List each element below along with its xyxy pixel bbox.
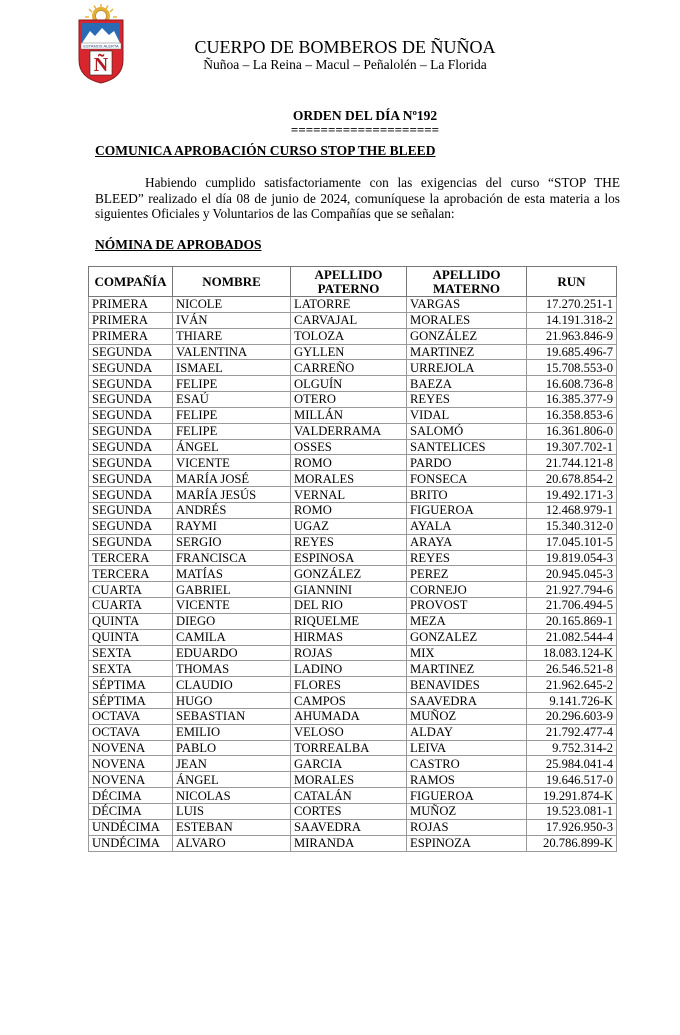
maternal-surname-cell: SANTELICES [407,439,527,455]
table-row [89,740,617,756]
maternal-surname-cell: ESPINOZA [407,835,527,851]
run-cell: 20.945.045-3 [527,566,617,582]
title-underline-rule: ==================== [290,122,440,137]
table-row [89,835,617,851]
run-cell: 19.819.054-3 [527,550,617,566]
run-cell: 12.468.979-1 [527,502,617,518]
name-cell: ISMAEL [173,360,291,376]
maternal-surname-cell: CORNEJO [407,582,527,598]
header-maternal-surname: APELLIDO MATERNO [407,267,527,297]
company-cell: SEGUNDA [89,392,173,408]
name-cell: FRANCISCA [173,550,291,566]
run-cell: 9.141.726-K [527,693,617,709]
company-cell: SEGUNDA [89,518,173,534]
maternal-surname-cell: REYES [407,550,527,566]
name-cell: SERGIO [173,534,291,550]
run-cell: 19.307.702-1 [527,439,617,455]
header-company: COMPAÑÍA [89,267,173,297]
company-cell: CUARTA [89,582,173,598]
paternal-surname-cell: VELOSO [291,724,407,740]
company-cell: SEGUNDA [89,376,173,392]
maternal-surname-cell: PROVOST [407,598,527,614]
header-paternal-surname: APELLIDO PATERNO [291,267,407,297]
name-cell: HUGO [173,693,291,709]
svg-text:ESTAMOS ALERTA: ESTAMOS ALERTA [83,43,119,49]
company-cell: NOVENA [89,756,173,772]
run-cell: 17.270.251-1 [527,297,617,313]
table-row [89,582,617,598]
company-cell: DÉCIMA [89,788,173,804]
run-cell: 15.708.553-0 [527,360,617,376]
table-row [89,804,617,820]
paternal-surname-cell: ESPINOSA [291,550,407,566]
maternal-surname-cell: MEZA [407,613,527,629]
paternal-surname-cell: CORTES [291,804,407,820]
paternal-surname-cell: MIRANDA [291,835,407,851]
company-cell: QUINTA [89,613,173,629]
company-cell: SEXTA [89,661,173,677]
table-row [89,312,617,328]
maternal-surname-cell: BENAVIDES [407,677,527,693]
run-cell: 19.685.496-7 [527,344,617,360]
table-row [89,566,617,582]
name-cell: NICOLAS [173,788,291,804]
table-row [89,502,617,518]
name-cell: ANDRÉS [173,502,291,518]
header-name: NOMBRE [173,267,291,297]
maternal-surname-cell: MARTINEZ [407,661,527,677]
table-row [89,297,617,313]
table-row [89,518,617,534]
run-cell: 19.523.081-1 [527,804,617,820]
name-cell: IVÁN [173,312,291,328]
paternal-surname-cell: TORREALBA [291,740,407,756]
table-row [89,693,617,709]
run-cell: 21.792.477-4 [527,724,617,740]
run-cell: 21.962.645-2 [527,677,617,693]
company-cell: SEXTA [89,645,173,661]
company-cell: SÉPTIMA [89,677,173,693]
name-cell: FELIPE [173,407,291,423]
company-cell: SEGUNDA [89,360,173,376]
paternal-surname-cell: CARREÑO [291,360,407,376]
maternal-surname-cell: CASTRO [407,756,527,772]
name-cell: MARÍA JESÚS [173,487,291,503]
paternal-surname-cell: GONZÁLEZ [291,566,407,582]
company-cell: UNDÉCIMA [89,819,173,835]
name-cell: DIEGO [173,613,291,629]
run-cell: 20.786.899-K [527,835,617,851]
maternal-surname-cell: MIX [407,645,527,661]
table-row [89,487,617,503]
maternal-surname-cell: RAMOS [407,772,527,788]
name-cell: PABLO [173,740,291,756]
maternal-surname-cell: FIGUEROA [407,502,527,518]
run-cell: 25.984.041-4 [527,756,617,772]
paternal-surname-cell: ROMO [291,502,407,518]
name-cell: CLAUDIO [173,677,291,693]
name-cell: FELIPE [173,423,291,439]
table-row [89,550,617,566]
table-row [89,788,617,804]
table-row [89,328,617,344]
paternal-surname-cell: UGAZ [291,518,407,534]
company-cell: NOVENA [89,772,173,788]
maternal-surname-cell: LEIVA [407,740,527,756]
name-cell: ESAÚ [173,392,291,408]
run-cell: 9.752.314-2 [527,740,617,756]
name-cell: ÁNGEL [173,439,291,455]
run-cell: 19.291.874-K [527,788,617,804]
table-row [89,360,617,376]
run-cell: 20.165.869-1 [527,613,617,629]
table-row [89,392,617,408]
name-cell: ÁNGEL [173,772,291,788]
maternal-surname-cell: BAEZA [407,376,527,392]
run-cell: 17.045.101-5 [527,534,617,550]
table-row [89,598,617,614]
paternal-surname-cell: REYES [291,534,407,550]
paternal-surname-cell: MORALES [291,471,407,487]
run-cell: 21.744.121-8 [527,455,617,471]
name-cell: NICOLE [173,297,291,313]
paternal-surname-cell: MILLÁN [291,407,407,423]
company-cell: SEGUNDA [89,423,173,439]
run-cell: 20.678.854-2 [527,471,617,487]
run-cell: 26.546.521-8 [527,661,617,677]
maternal-surname-cell: BRITO [407,487,527,503]
run-cell: 15.340.312-0 [527,518,617,534]
table-row [89,613,617,629]
name-cell: EMILIO [173,724,291,740]
company-cell: DÉCIMA [89,804,173,820]
maternal-surname-cell: URREJOLA [407,360,527,376]
run-cell: 16.608.736-8 [527,376,617,392]
maternal-surname-cell: REYES [407,392,527,408]
maternal-surname-cell: MORALES [407,312,527,328]
table-row [89,439,617,455]
maternal-surname-cell: ALDAY [407,724,527,740]
company-cell: QUINTA [89,629,173,645]
name-cell: VICENTE [173,598,291,614]
company-cell: SÉPTIMA [89,693,173,709]
table-row [89,344,617,360]
company-cell: UNDÉCIMA [89,835,173,851]
header-run: RUN [527,267,617,297]
paternal-surname-cell: AHUMADA [291,708,407,724]
paternal-surname-cell: OSSES [291,439,407,455]
table-header-row [89,267,617,297]
name-cell: SEBASTIAN [173,708,291,724]
table-row [89,708,617,724]
paternal-surname-cell: SAAVEDRA [291,819,407,835]
name-cell: LUIS [173,804,291,820]
maternal-surname-cell: GONZÁLEZ [407,328,527,344]
table-row [89,756,617,772]
company-cell: SEGUNDA [89,534,173,550]
paternal-surname-cell: RIQUELME [291,613,407,629]
table-row [89,629,617,645]
name-cell: JEAN [173,756,291,772]
paternal-surname-cell: MORALES [291,772,407,788]
name-cell: MARÍA JOSÉ [173,471,291,487]
run-cell: 19.646.517-0 [527,772,617,788]
company-cell: OCTAVA [89,708,173,724]
organization-title: CUERPO DE BOMBEROS DE ÑUÑOA [194,37,496,57]
paternal-surname-cell: CARVAJAL [291,312,407,328]
name-cell: RAYMI [173,518,291,534]
company-cell: SEGUNDA [89,344,173,360]
company-cell: CUARTA [89,598,173,614]
maternal-surname-cell: PARDO [407,455,527,471]
maternal-surname-cell: PEREZ [407,566,527,582]
company-cell: PRIMERA [89,312,173,328]
paternal-surname-cell: OLGUÍN [291,376,407,392]
maternal-surname-cell: MUÑOZ [407,804,527,820]
company-cell: NOVENA [89,740,173,756]
maternal-surname-cell: SAAVEDRA [407,693,527,709]
order-title: ORDEN DEL DÍA Nº192 [292,108,438,123]
approved-list-heading: NÓMINA DE APROBADOS [95,237,262,252]
run-cell: 20.296.603-9 [527,708,617,724]
name-cell: MATÍAS [173,566,291,582]
run-cell: 21.927.794-6 [527,582,617,598]
paternal-surname-cell: FLORES [291,677,407,693]
name-cell: CAMILA [173,629,291,645]
maternal-surname-cell: MUÑOZ [407,708,527,724]
maternal-surname-cell: VIDAL [407,407,527,423]
company-cell: TERCERA [89,550,173,566]
table-row [89,423,617,439]
paternal-surname-cell: ROJAS [291,645,407,661]
table-row [89,455,617,471]
maternal-surname-cell: FIGUEROA [407,788,527,804]
maternal-surname-cell: ARAYA [407,534,527,550]
table-row [89,471,617,487]
name-cell: GABRIEL [173,582,291,598]
company-cell: SEGUNDA [89,455,173,471]
table-row [89,724,617,740]
run-cell: 18.083.124-K [527,645,617,661]
svg-text:Ñ: Ñ [93,54,109,76]
company-cell: SEGUNDA [89,502,173,518]
roster-body [89,297,617,852]
paternal-surname-cell: GYLLEN [291,344,407,360]
paternal-surname-cell: HIRMAS [291,629,407,645]
paternal-surname-cell: LADINO [291,661,407,677]
run-cell: 16.361.806-0 [527,423,617,439]
paternal-surname-cell: CATALÁN [291,788,407,804]
name-cell: THIARE [173,328,291,344]
company-cell: SEGUNDA [89,439,173,455]
run-cell: 16.385.377-9 [527,392,617,408]
paternal-surname-cell: VERNAL [291,487,407,503]
name-cell: VICENTE [173,455,291,471]
maternal-surname-cell: MARTINEZ [407,344,527,360]
paternal-surname-cell: GARCIA [291,756,407,772]
name-cell: EDUARDO [173,645,291,661]
company-cell: PRIMERA [89,297,173,313]
paternal-surname-cell: LATORRE [291,297,407,313]
paternal-surname-cell: GIANNINI [291,582,407,598]
maternal-surname-cell: VARGAS [407,297,527,313]
paternal-surname-cell: ROMO [291,455,407,471]
run-cell: 21.963.846-9 [527,328,617,344]
paternal-surname-cell: VALDERRAMA [291,423,407,439]
run-cell: 21.082.544-4 [527,629,617,645]
organization-communes: Ñuñoa – La Reina – Macul – Peñalolén – La Florida [203,57,487,72]
maternal-surname-cell: ROJAS [407,819,527,835]
maternal-surname-cell: SALOMÓ [407,423,527,439]
company-cell: PRIMERA [89,328,173,344]
name-cell: VALENTINA [173,344,291,360]
paternal-surname-cell: TOLOZA [291,328,407,344]
company-cell: OCTAVA [89,724,173,740]
table-row [89,772,617,788]
table-row [89,677,617,693]
name-cell: THOMAS [173,661,291,677]
approved-roster-table [88,266,617,852]
table-row [89,819,617,835]
order-subject: COMUNICA APROBACIÓN CURSO STOP THE BLEED [95,143,436,158]
company-cell: TERCERA [89,566,173,582]
company-cell: SEGUNDA [89,471,173,487]
table-row [89,376,617,392]
company-cell: SEGUNDA [89,407,173,423]
table-row [89,645,617,661]
paternal-surname-cell: CAMPOS [291,693,407,709]
name-cell: ALVARO [173,835,291,851]
cuerpo-bomberos-logo [76,4,126,84]
company-cell: SEGUNDA [89,487,173,503]
paternal-surname-cell: OTERO [291,392,407,408]
name-cell: ESTEBAN [173,819,291,835]
table-row [89,534,617,550]
table-row [89,407,617,423]
run-cell: 21.706.494-5 [527,598,617,614]
run-cell: 16.358.853-6 [527,407,617,423]
order-body-paragraph: Habiendo cumplido satisfactoriamente con las exigencias del curso “STOP THE BLEED” realizado el día 08 de junio de 2024, comuníquese la aprobación de esta materia a los siguientes Oficiales y Voluntarios de las Compañías que se señalan: [95,175,620,221]
maternal-surname-cell: GONZALEZ [407,629,527,645]
maternal-surname-cell: AYALA [407,518,527,534]
maternal-surname-cell: FONSECA [407,471,527,487]
paternal-surname-cell: DEL RIO [291,598,407,614]
table-row [89,661,617,677]
run-cell: 17.926.950-3 [527,819,617,835]
name-cell: FELIPE [173,376,291,392]
run-cell: 14.191.318-2 [527,312,617,328]
run-cell: 19.492.171-3 [527,487,617,503]
